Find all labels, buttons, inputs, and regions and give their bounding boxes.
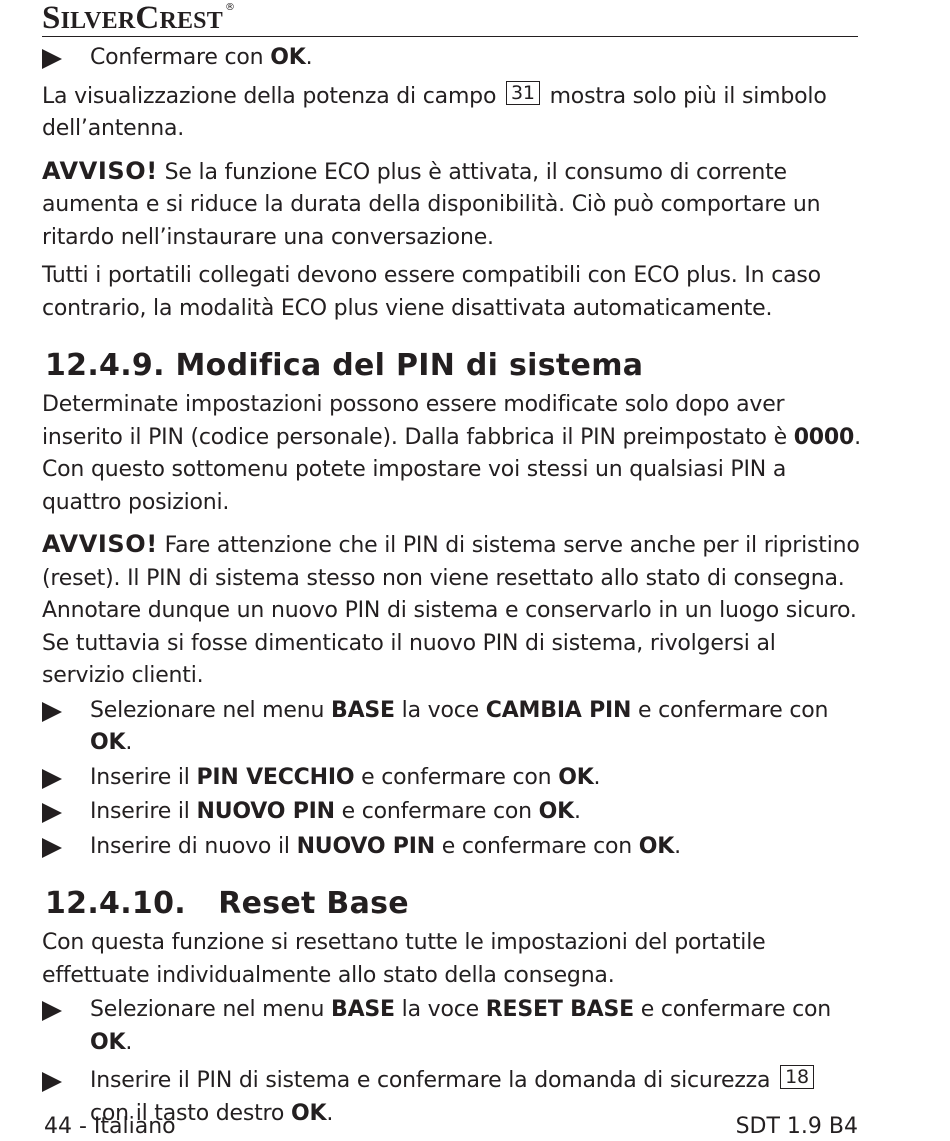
- paragraph: Tutti i portatili collegati devono essere compatibili con ECO plus. In caso contrario, la modalità ECO plus viene disattivata automaticamente.: [42, 263, 821, 321]
- warning-note: AVVISO! Fare attenzione che il PIN di sistema serve anche per il ripristino (reset). Il PIN di sistema stesso non viene resettato allo stato di consegna. Annotare dunque un nuovo PIN di sistema e conservarlo in un luogo sicuro. Se tuttavia si fosse dimenticato il nuovo PIN di sistema, rivolgersi al servizio clienti.: [42, 530, 860, 688]
- arrow-bullet-icon: [42, 42, 90, 74]
- reference-box: 18: [780, 1065, 814, 1089]
- arrow-bullet-icon: [42, 695, 90, 727]
- page-footer-language: 44 - Italiano: [44, 1114, 176, 1139]
- arrow-bullet-icon: [42, 796, 90, 828]
- reference-box: 31: [506, 81, 540, 105]
- arrow-bullet-icon: [42, 831, 90, 863]
- instruction-step: Inserire il PIN VECCHIO e confermare con OK.: [42, 762, 862, 795]
- arrow-bullet-icon: [42, 994, 90, 1026]
- header-divider: [42, 36, 858, 37]
- warning-note: AVVISO! Se la funzione ECO plus è attivata, il consumo di corrente aumenta e si riduce la durata della disponibilità. Ciò può comportare un ritardo nell’instaurare una conversazione.: [42, 156, 821, 250]
- paragraph: La visualizzazione della potenza di campo 31 mostra solo più il simbolo dell’antenna.: [42, 81, 827, 141]
- page-footer-model: SDT 1.9 B4: [735, 1114, 858, 1139]
- instruction-step: Selezionare nel menu BASE la voce CAMBIA PIN e confermare con OK.: [42, 695, 862, 760]
- instruction-step: Inserire il PIN di sistema e confermare la domanda di sicurezza 18 con il tasto destro OK.: [42, 1065, 862, 1130]
- instruction-step: Inserire il NUOVO PIN e confermare con OK.: [42, 796, 862, 829]
- arrow-bullet-icon: [42, 1065, 90, 1097]
- arrow-bullet-icon: [42, 762, 90, 794]
- paragraph: Con questa funzione si resettano tutte le impostazioni del portatile effettuate individualmente allo stato della consegna.: [42, 930, 766, 988]
- page-content: [42, 40, 862, 1130]
- instruction-step: Selezionare nel menu BASE la voce RESET BASE e confermare con OK.: [42, 994, 862, 1059]
- section-heading: 12.4.9. Modifica del PIN di sistema: [45, 348, 644, 383]
- section-heading: 12.4.10. Reset Base: [45, 886, 409, 921]
- instruction-step: Inserire di nuovo il NUOVO PIN e confermare con OK.: [42, 831, 862, 864]
- instruction-step: Confermare con OK.: [42, 42, 862, 75]
- paragraph: Determinate impostazioni possono essere modificate solo dopo aver inserito il PIN (codice personale). Dalla fabbrica il PIN preimpostato è 0000. Con questo sottomenu potete impostare voi stessi un qualsiasi PIN a quattro posizioni.: [42, 392, 861, 515]
- brand-logo: SILVERCREST®: [42, 0, 236, 36]
